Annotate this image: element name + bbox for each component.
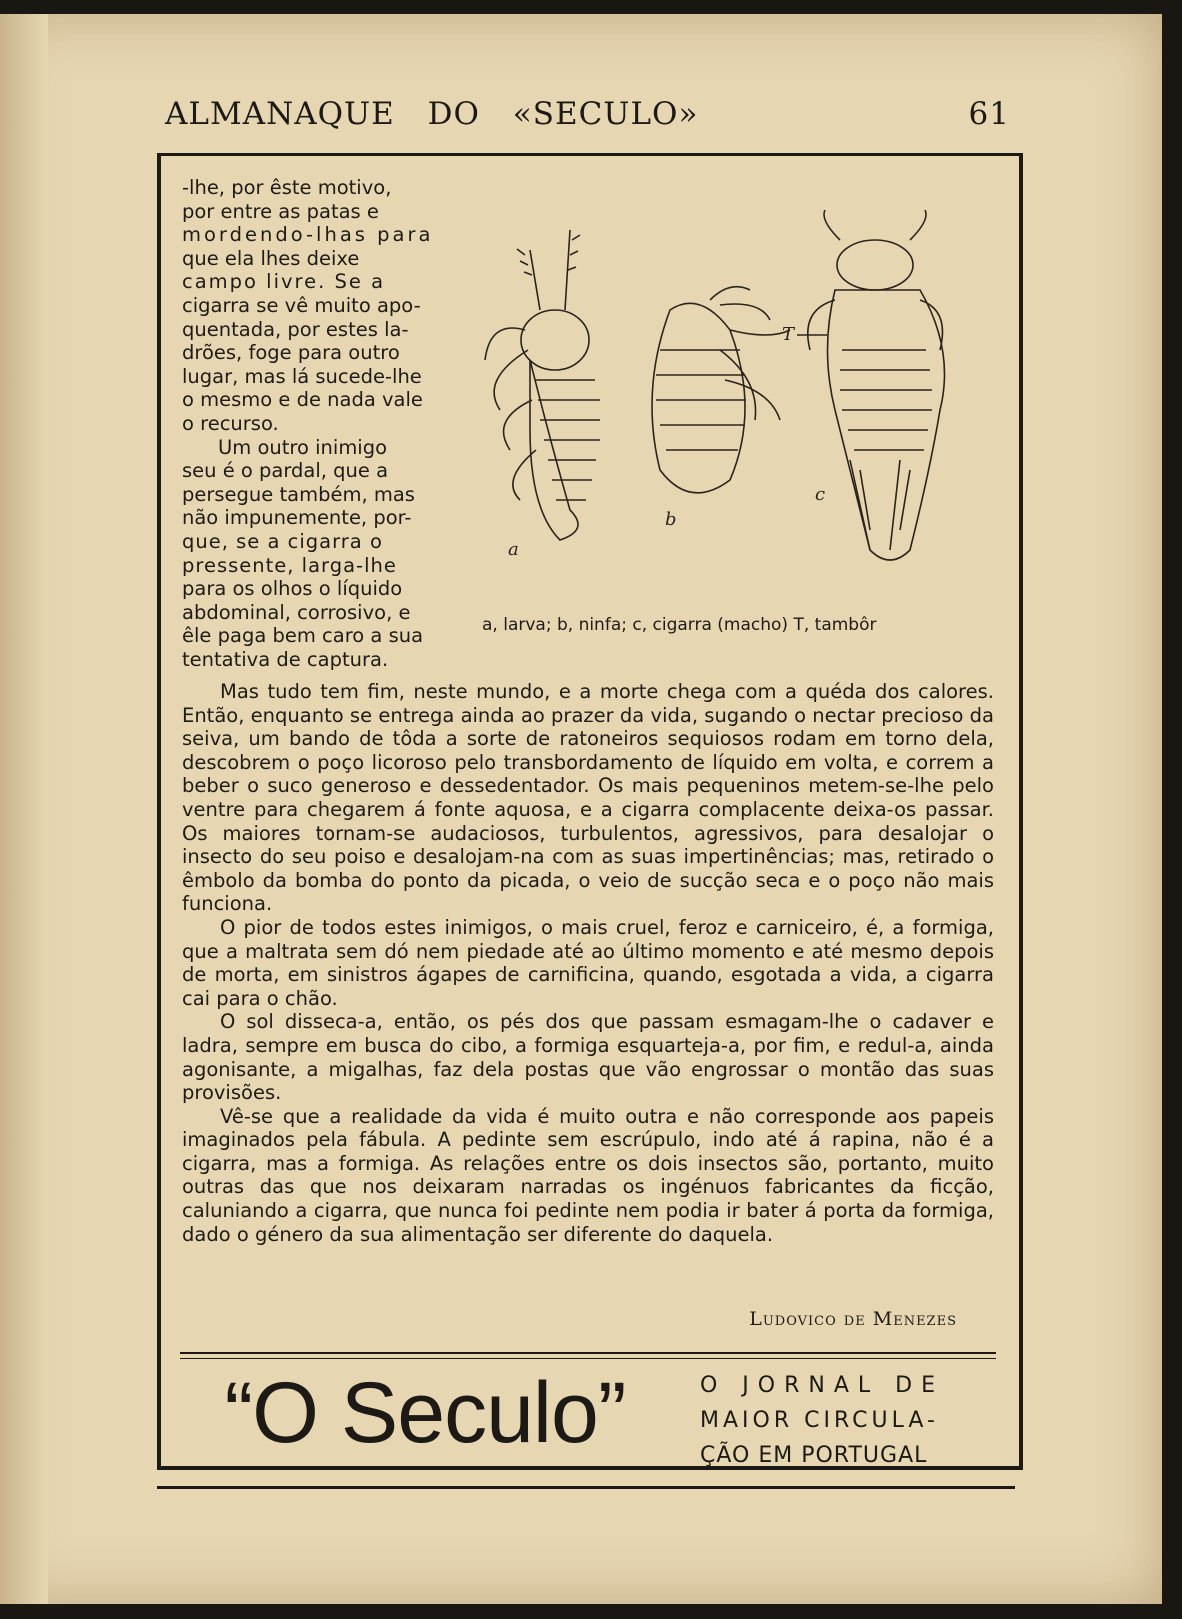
running-title: ALMANAQUE DO «SECULO» [165,96,699,132]
narrow-line: tentativa de captura. [182,647,389,671]
narrow-line: o mesmo e de nada vale [182,388,423,412]
ad-tagline [700,1368,996,1473]
narrow-line: persegue também, mas [182,482,415,506]
label-t: T [782,324,795,345]
ad-tagline-line: ÇÃO EM PORTUGAL [700,1443,928,1468]
newspaper-advertisement [180,1352,996,1468]
narrow-line: drões, foge para outro [182,341,400,365]
narrow-line: lugar, mas lá sucede-lhe [182,364,422,388]
label-a: a [508,539,519,560]
paragraph: O pior de todos estes inimigos, o mais cruel, feroz e carniceiro, é, a formiga, que a maltrata sem dó nem piedade até ao último momento e até mesmo depois de morta, em sinistros ágapes de carnificina, quando, esgotada a vida, a cigarra cai para o chão. [182,915,994,1010]
paragraph: Vê-se que a realidade da vida é muito outra e não corresponde aos papeis imaginados pela fábula. A pedinte sem escrúpulo, indo até á rapina, não é a cigarra, mas a formiga. As relações entre os dois insectos são, portanto, muito outras das que nos deixaram narradas os ingénuos fabricantes da ficção, caluniando a cigarra, que nunca foi pedinte nem podia ir bater á porta da formiga, dado o género da sua alimentação ser diferente do daquela. [182,1104,994,1246]
ad-tagline-line: MAIOR CIRCULA- [700,1408,939,1433]
page-header [165,86,1010,136]
narrow-line: pressente, larga-lhe [182,553,397,577]
figure-caption: a, larva; b, ninfa; c, cigarra (macho) T, tambôr [482,615,877,635]
larva-figure [485,230,600,540]
page-number: 61 [968,96,1010,132]
narrow-column [182,176,450,671]
narrow-line: não impunemente, por- [182,506,412,530]
narrow-line: -lhe, por êste motivo, [182,176,392,199]
ad-tagline-line: O JORNAL DE [700,1373,944,1398]
nymph-figure [652,287,790,493]
label-c: c [815,484,826,505]
paragraph: O sol disseca-a, então, os pés dos que passam esmagam-lhe o cadaver e ladra, sempre em busca do cibo, a formiga esquarteja-a, por fim, e redul-a, ainda agonisante, a migalhas, faz dela postas que vão engrossar o montão das suas provisões. [182,1010,994,1105]
cicada-figure [808,210,945,560]
narrow-line: abdominal, corrosivo, e [182,600,411,624]
narrow-line: que, se a cigarra o [182,529,383,553]
narrow-line: campo livre. Se a [182,270,386,294]
narrow-line: por entre as patas e [182,199,379,223]
page-spine-shadow [0,14,48,1604]
author-signature: Ludovico de Menezes [749,1308,957,1330]
main-text [182,680,994,1246]
cicada-illustration [470,210,1000,610]
narrow-line: mordendo-lhas para [182,223,434,247]
narrow-line: o recurso. [182,411,279,435]
label-b: b [665,509,677,530]
narrow-line: que ela lhes deixe [182,246,360,270]
narrow-line: quentada, por estes la- [182,317,409,341]
ad-title: “O Seculo” [224,1365,626,1461]
narrow-line: êle paga bem caro a sua [182,624,424,648]
narrow-line: Um outro inimigo [218,435,388,459]
ad-rule-bottom [157,1486,1015,1489]
paragraph: Mas tudo tem fim, neste mundo, e a morte chega com a quéda dos calores. Então, enquanto se entrega ainda ao prazer da vida, sugando o nectar precioso da seiva, um bando de tôda a sorte de ratoneiros sequiosos rodam em torno dela, descobrem o poço licoroso pelo transbordamento de líquido em volta, e correm a beber o suco generoso e dessedentador. Os mais pequeninos metem-se-lhe pelo ventre para chegarem á fonte aquosa, e a cigarra complacente deixa-os passar. Os maiores tornam-se audaciosos, turbulentos, agressivos, para desalojar o insecto do seu poiso e desalojam-na com as suas impertinências; mas, retirado o êmbolo da bomba do ponto da picada, o veio de sucção seca e o poço não mais funciona. [182,680,994,916]
narrow-line: seu é o pardal, que a [182,459,389,483]
narrow-line: para os olhos o líquido [182,577,403,601]
narrow-line: cigarra se vê muito apo- [182,293,421,317]
